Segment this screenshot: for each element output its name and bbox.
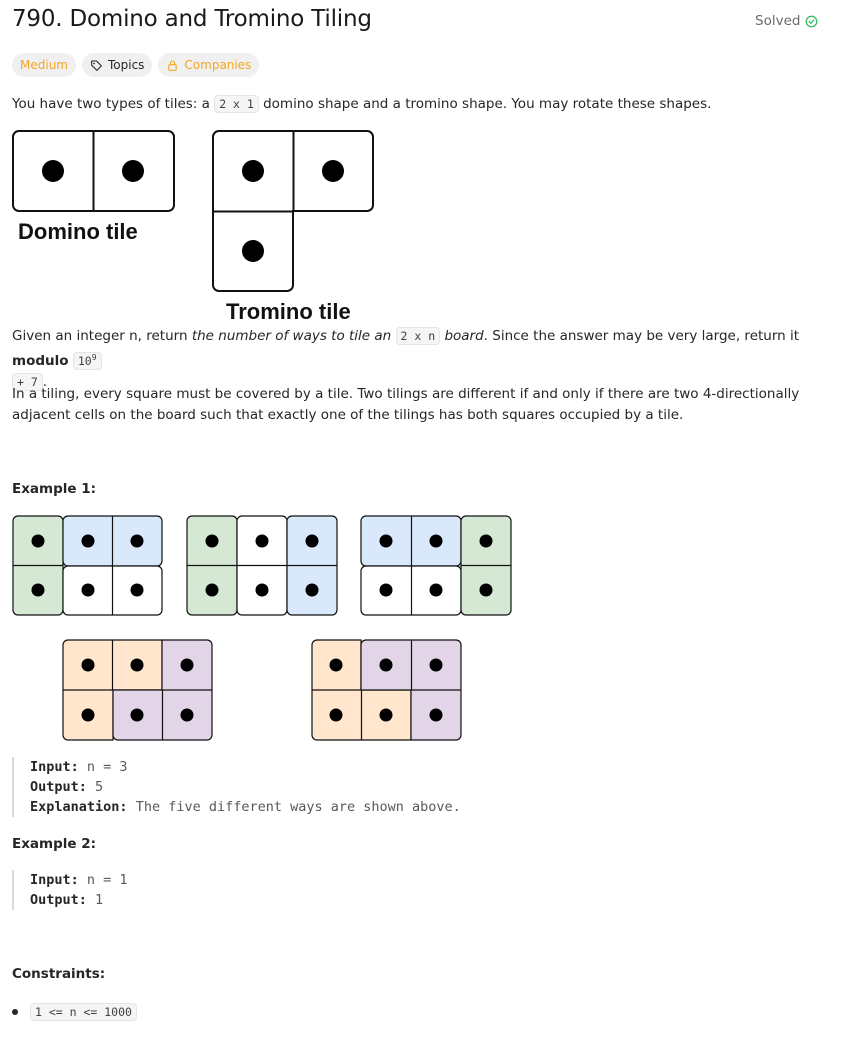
example-1-heading: Example 1: (12, 481, 97, 497)
inline-code: $10^9$ (73, 352, 102, 370)
solved-status (755, 13, 818, 29)
example-2-output: 1 (95, 892, 104, 908)
tiling-3 (361, 516, 511, 615)
tromino-label: Tromino tile (226, 299, 351, 324)
example-1-output: 5 (95, 779, 104, 795)
example-1-input: n = 3 (86, 759, 128, 775)
tiling-1 (13, 516, 162, 615)
tag-bar (12, 53, 259, 77)
tile-shapes-figure (0, 125, 400, 330)
example-2-input: n = 1 (86, 872, 128, 888)
domino-tile (13, 131, 174, 211)
tromino-tile (213, 131, 373, 291)
description-paragraph-1: You have two types of tiles: a 2 x 1 domino shape and a tromino shape. You may rotate these shapes. (12, 96, 712, 112)
inline-code: 2 x 1 (214, 95, 259, 113)
example-2-block: Input: n = 1 Output: 1 (12, 870, 128, 910)
constraints-heading: Constraints: (12, 966, 106, 982)
check-circle-icon (805, 15, 818, 28)
example-2-heading: Example 2: (12, 836, 97, 852)
difficulty-badge[interactable]: Medium (12, 53, 76, 77)
page-title: 790. Domino and Tromino Tiling (12, 6, 372, 32)
companies-button[interactable] (158, 53, 259, 77)
description-paragraph-3: In a tiling, every square must be covered by a tile. Two tilings are different if and only if there are two 4-directionally adjacent cells on the board such that exactly one of the tilings has both squares occupied by a tile. (12, 386, 800, 423)
example-1-explanation: The five different ways are shown above. (135, 799, 461, 815)
tiling-2 (187, 516, 337, 615)
topics-label: Topics (107, 58, 145, 72)
constraint-code: 1 <= n <= 1000 (30, 1003, 137, 1021)
companies-label: Companies (184, 58, 252, 72)
example-1-figure (0, 510, 530, 750)
inline-code: + 7 (12, 373, 43, 391)
constraint-item (12, 1003, 137, 1021)
tiling-4 (63, 640, 212, 740)
domino-label: Domino tile (18, 219, 138, 244)
example-1-block: Input: n = 3 Output: 5 Explanation: The five different ways are shown above. (12, 757, 461, 817)
solved-label: Solved (755, 13, 801, 29)
description-paragraph-2: Given an integer n, return the number of ways to tile an 2 x n board. Since the answer may be very large, return it modulo $10^9$ + 7 . (12, 328, 800, 390)
topics-button[interactable] (82, 53, 152, 77)
tag-icon (90, 59, 103, 72)
inline-code: 2 x n (396, 327, 441, 345)
bullet-dot (12, 1009, 18, 1015)
tiling-5 (312, 640, 461, 740)
lock-icon (166, 59, 179, 72)
